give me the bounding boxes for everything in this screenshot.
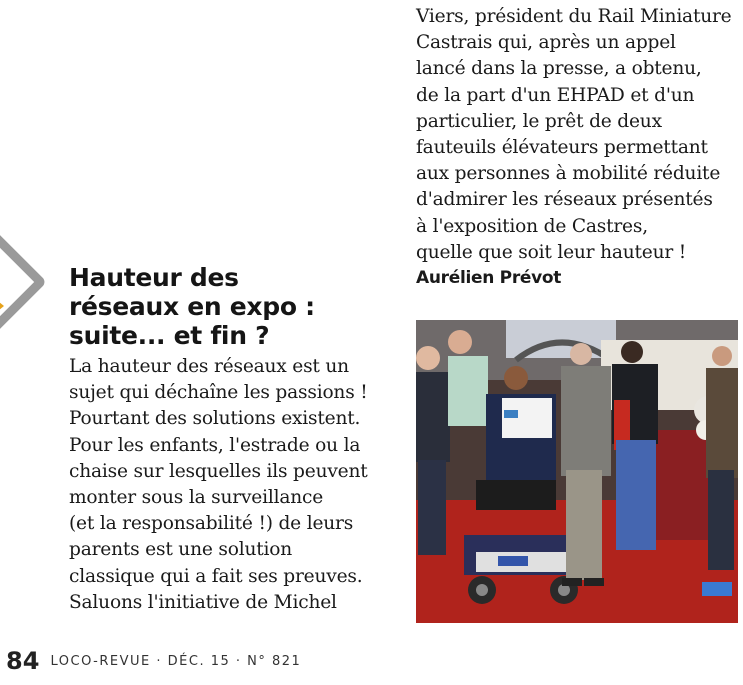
- section-corner-mark: [0, 231, 47, 333]
- right-column: [416, 4, 736, 288]
- page-footer: [6, 647, 301, 675]
- exhibition-photo: [416, 320, 738, 623]
- magazine-issue-line: LOCO-REVUE · DÉC. 15 · N° 821: [50, 653, 302, 669]
- article-body-text: La hauteur des réseaux est un sujet qui déchaîne les passions ! Pourtant des solutions existent. Pour les enfants, l'estrade ou la chaise sur lesquelles ils peuvent monter sous la surveillance (et la responsabilité !) de leurs parents est une solution classique qui a fait ses preuves. Saluons l'initiative de Michel: [69, 356, 368, 613]
- article-headline: Hauteur des réseaux en expo : suite... et fin ?: [69, 263, 315, 350]
- article-continuation-text: Viers, président du Rail Miniature Castrais qui, après un appel lancé dans la presse, a obtenu, de la part d'un EHPAD et d'un particulier, le prêt de deux fauteuils élévateurs permettant aux personnes à mobilité réduite d'admirer les réseaux présentés à l'exposition de Castres, quelle que soit leur hauteur !: [416, 6, 732, 263]
- article-author: Aurélien Prévot: [416, 268, 562, 289]
- corner-arrow-icon: [0, 298, 4, 314]
- left-column: [69, 263, 389, 616]
- page-number: 84: [6, 647, 40, 675]
- exhibition-photo-illustration: [416, 320, 738, 623]
